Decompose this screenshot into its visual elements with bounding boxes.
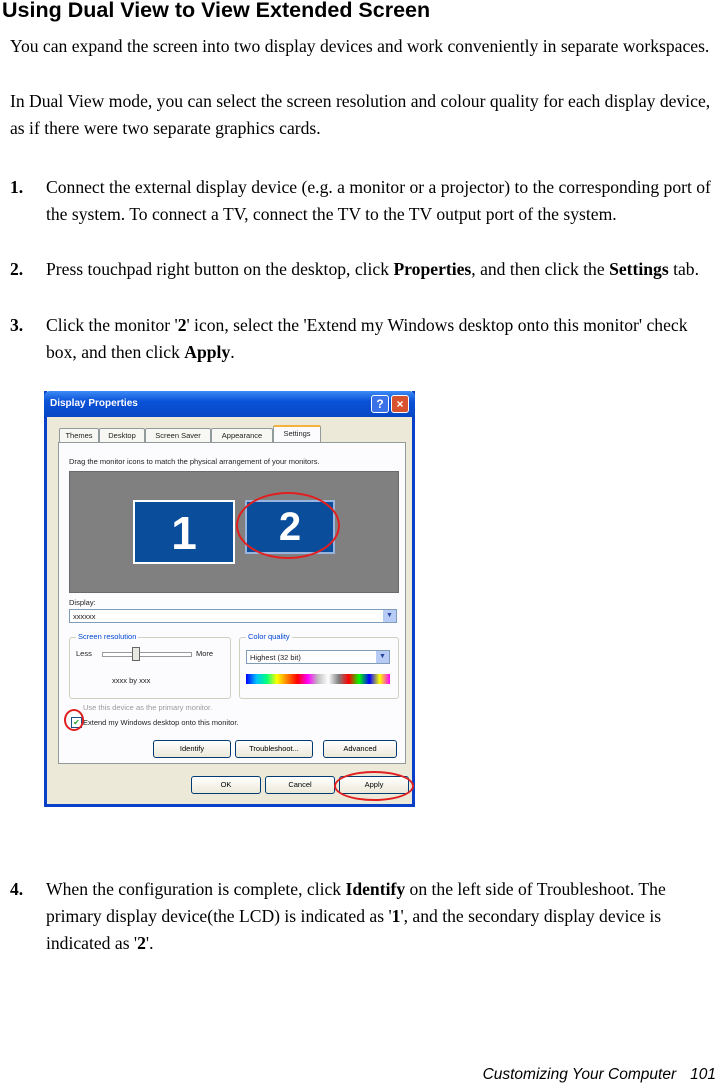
- chevron-down-icon: ▼: [376, 651, 389, 663]
- tab-appearance[interactable]: Appearance: [211, 428, 273, 442]
- page-number: 101: [690, 1066, 716, 1083]
- tab-screen-saver[interactable]: Screen Saver: [145, 428, 211, 442]
- step-number: 2.: [10, 259, 24, 279]
- monitor-instructions: Drag the monitor icons to match the physical arrangement of your monitors.: [69, 457, 320, 466]
- display-label: Display:: [69, 598, 96, 607]
- chevron-down-icon: ▼: [383, 610, 396, 622]
- tab-themes[interactable]: Themes: [59, 428, 99, 442]
- resolution-more-label: More: [196, 649, 214, 658]
- dialog-title: Display Properties: [50, 398, 138, 409]
- intro-paragraph-1: You can expand the screen into two display devices and work conveniently in separate workspaces.: [10, 36, 710, 56]
- extend-desktop-label: Extend my Windows desktop onto this monitor.: [83, 718, 239, 727]
- step-text: Connect the external display device (e.g. a monitor or a projector) to the corresponding port of the system. To connect a TV, connect the TV to the TV output port of the system.: [46, 177, 711, 224]
- step-number: 1.: [10, 177, 24, 197]
- ok-button[interactable]: OK: [191, 776, 261, 794]
- step-1: [10, 174, 722, 228]
- section-heading: Using Dual View to View Extended Screen: [2, 0, 431, 22]
- primary-monitor-label: Use this device as the primary monitor.: [83, 703, 213, 712]
- dialog-title-bar: [44, 391, 415, 417]
- monitor-1-icon[interactable]: 1: [133, 500, 235, 564]
- monitor-2-icon[interactable]: 2: [245, 500, 335, 554]
- close-icon[interactable]: ×: [391, 395, 409, 413]
- highlight-monitor-2: [236, 492, 340, 559]
- step-text: Click the monitor '2' icon, select the 'Extend my Windows desktop onto this monitor' check box, and then click Apply.: [46, 315, 688, 362]
- advanced-button[interactable]: Advanced: [323, 740, 397, 758]
- extend-desktop-checkbox[interactable]: ✔: [71, 717, 82, 728]
- display-properties-screenshot: [44, 391, 415, 807]
- resolution-slider[interactable]: [102, 652, 192, 657]
- resolution-less-label: Less: [76, 649, 92, 658]
- color-quality-group: [239, 632, 399, 699]
- troubleshoot-button[interactable]: Troubleshoot...: [235, 740, 313, 758]
- display-select[interactable]: xxxxxx ▼: [69, 609, 397, 623]
- color-spectrum: [246, 674, 390, 684]
- resolution-value: xxxx by xxx: [112, 676, 151, 685]
- step-number: 3.: [10, 315, 24, 335]
- step-4: [10, 876, 722, 957]
- intro-paragraph-2: In Dual View mode, you can select the screen resolution and colour quality for each display device, as if there were two separate graphics cards.: [10, 91, 711, 138]
- highlight-checkbox: [64, 709, 84, 731]
- screen-resolution-group: [69, 632, 231, 699]
- color-title: Color quality: [248, 632, 290, 641]
- step-2: [10, 256, 722, 283]
- step-text: When the configuration is complete, click Identify on the left side of Troubleshoot. The primary display device(the LCD) is indicated as '1', and the secondary display device is indicated as '2'.: [46, 879, 666, 953]
- step-3: [10, 312, 722, 366]
- step-text: Press touchpad right button on the desktop, click Properties, and then click the Settings tab.: [46, 259, 699, 279]
- resolution-slider-thumb[interactable]: [132, 647, 140, 661]
- tab-settings[interactable]: Settings: [273, 425, 321, 444]
- settings-panel: [58, 442, 406, 764]
- tab-desktop[interactable]: Desktop: [99, 428, 145, 442]
- cancel-button[interactable]: Cancel: [265, 776, 335, 794]
- help-icon[interactable]: ?: [371, 395, 389, 413]
- color-quality-select[interactable]: Highest (32 bit) ▼: [246, 650, 390, 664]
- step-number: 4.: [10, 879, 24, 899]
- resolution-title: Screen resolution: [78, 632, 137, 641]
- page-footer: [483, 1066, 716, 1084]
- monitor-arrangement-area: [69, 471, 399, 593]
- footer-section: Customizing Your Computer: [482, 1066, 677, 1083]
- apply-button[interactable]: Apply: [339, 776, 409, 794]
- highlight-apply: [334, 771, 414, 801]
- identify-button[interactable]: Identify: [153, 740, 231, 758]
